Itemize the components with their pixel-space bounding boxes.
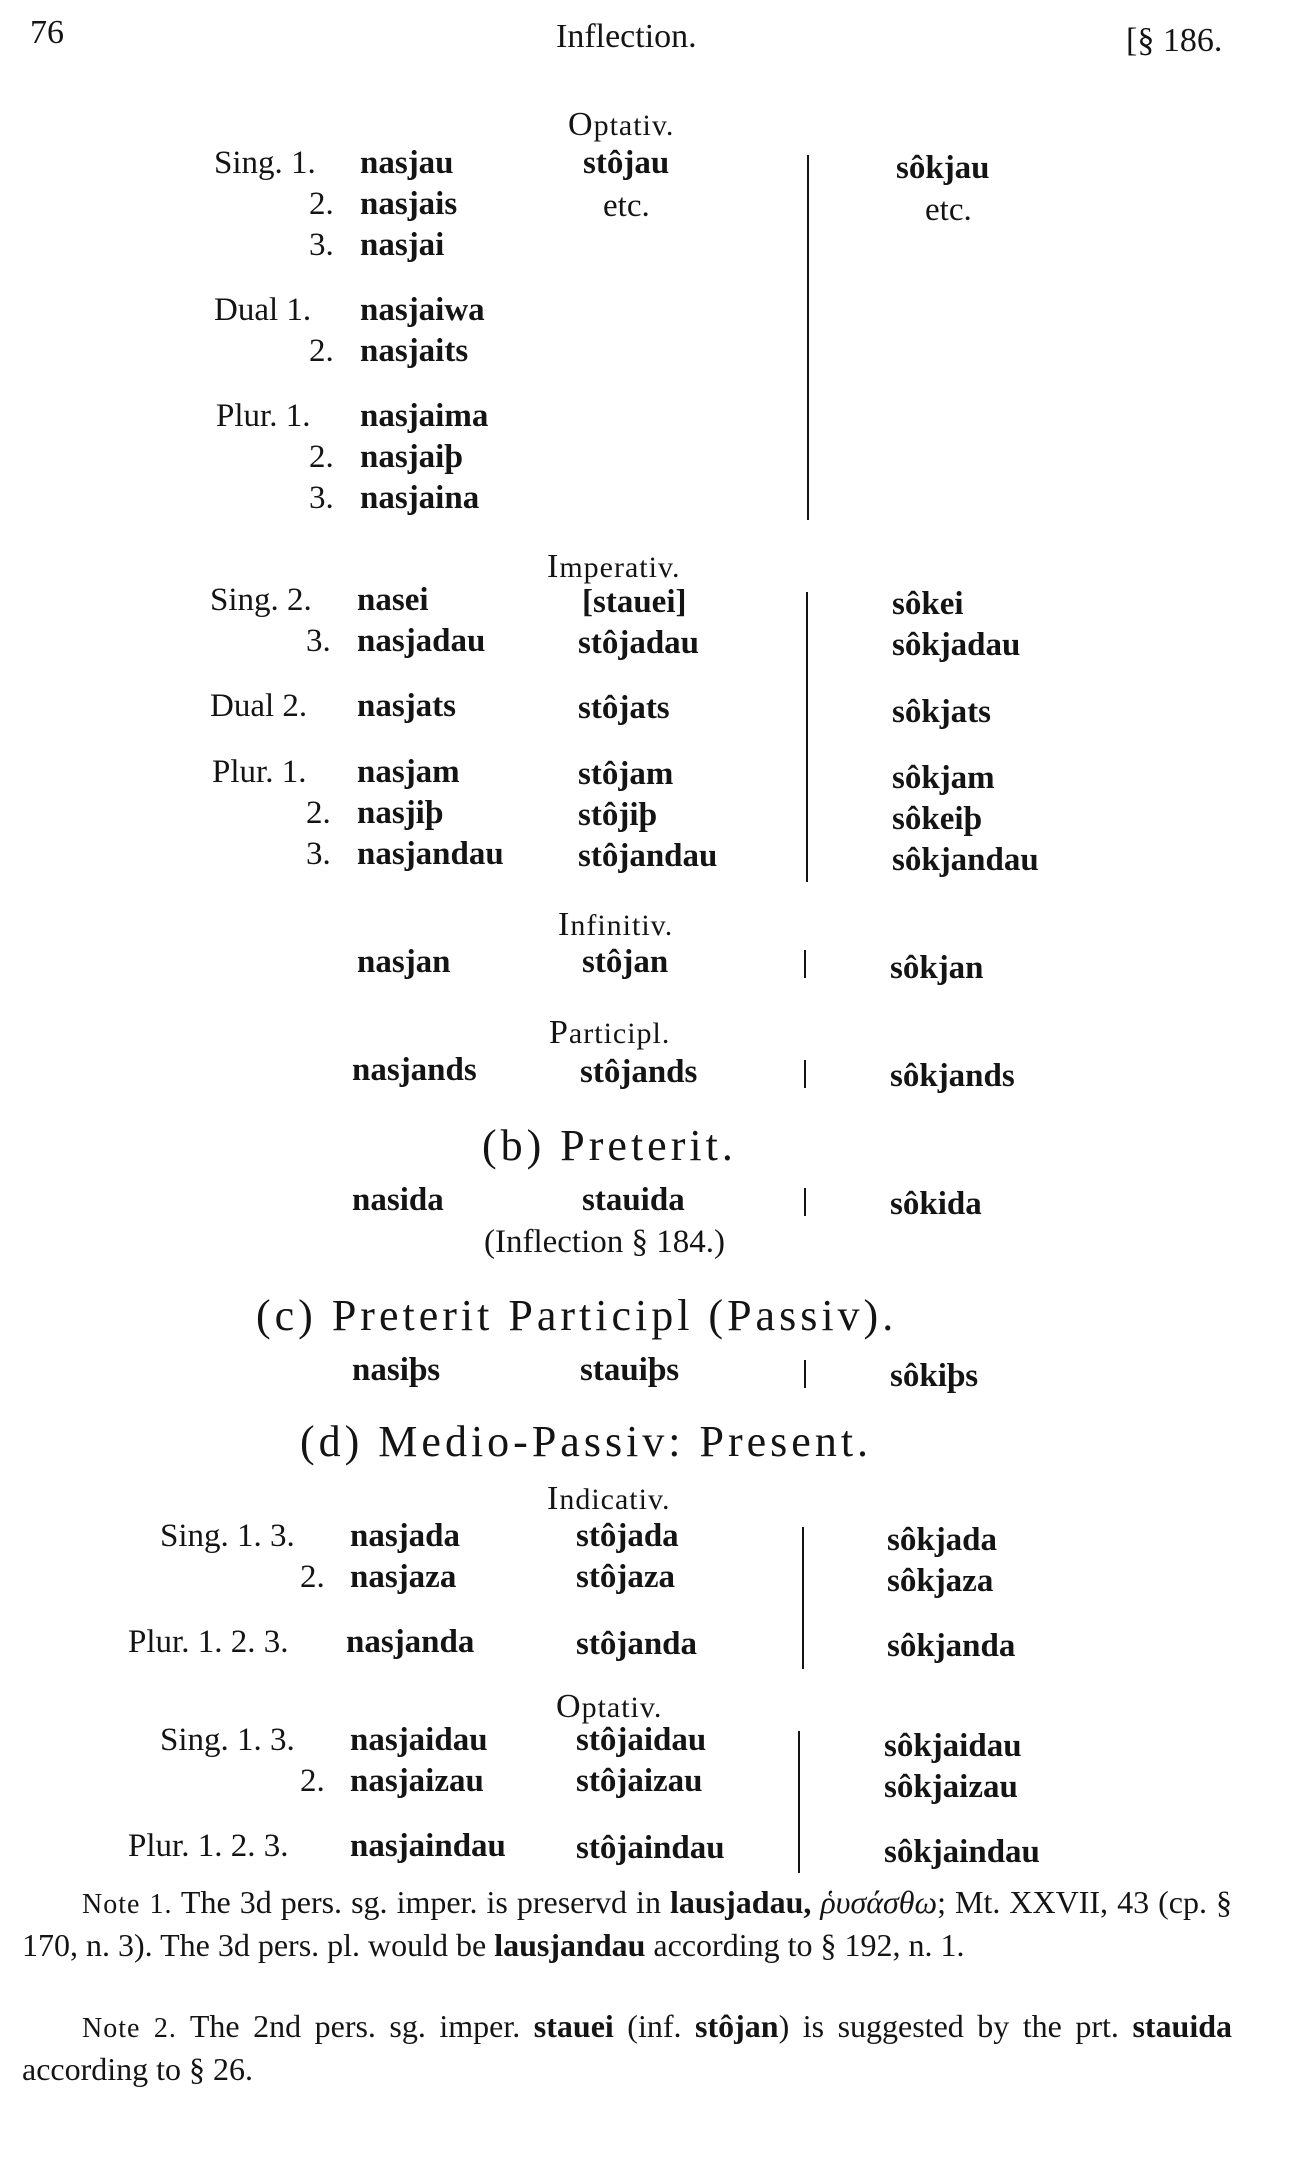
column-divider (802, 1527, 804, 1669)
form-sokjada: sôkjada (887, 1522, 998, 1558)
column-divider (798, 1731, 800, 1873)
form-nasjaith: nasjaiþ (360, 439, 463, 475)
form-stojadau: stôjadau (578, 625, 700, 661)
form-nasjaits: nasjaits (360, 333, 469, 369)
form-sokjaizau: sôkjaizau (884, 1769, 1018, 1805)
form-stojats: stôjats (578, 690, 670, 726)
row-label: Plur. 1. (212, 754, 307, 790)
row-label: 2. (300, 1763, 325, 1799)
form-sokjaidau: sôkjaidau (884, 1728, 1022, 1764)
form-stojau: stôjau (583, 145, 670, 181)
etc-text: etc. (603, 188, 650, 224)
row-label: Sing. 1. (214, 145, 316, 181)
form-nasjats: nasjats (357, 688, 457, 724)
form-sokjanda: sôkjanda (887, 1628, 1016, 1664)
optativ-heading: Optativ. (568, 106, 675, 143)
form-stauei: [stauei] (582, 584, 687, 620)
column-divider (804, 1360, 806, 1388)
infinitiv-heading: Infinitiv. (558, 906, 674, 943)
note-label: Note 1. (82, 1889, 173, 1920)
row-label: 2. (300, 1559, 325, 1595)
form-stojands: stôjands (580, 1054, 698, 1090)
form-nasjau: nasjau (360, 145, 454, 181)
form-nasjaza: nasjaza (350, 1559, 457, 1595)
form-nasjith: nasjiþ (357, 795, 444, 831)
column-divider (804, 1188, 806, 1216)
form-sokiths: sôkiþs (890, 1358, 979, 1394)
form-stojam: stôjam (578, 756, 674, 792)
form-nasjaiwa: nasjaiwa (360, 292, 485, 328)
medio-passiv-heading: (d) Medio-Passiv: Present. (300, 1417, 873, 1466)
form-nasjaizau: nasjaizau (350, 1763, 484, 1799)
form-sokjands: sôkjands (890, 1058, 1015, 1094)
column-divider (806, 592, 808, 882)
form-sokjats: sôkjats (892, 694, 992, 730)
preterit-participl-heading: (c) Preterit Participl (Passiv). (256, 1291, 898, 1340)
inflection-reference: (Inflection § 184.) (484, 1224, 726, 1260)
column-divider (804, 950, 806, 978)
form-sokjadau: sôkjadau (892, 627, 1021, 663)
row-label: 3. (306, 623, 331, 659)
row-label: 2. (309, 186, 334, 222)
row-label: 2. (306, 795, 331, 831)
form-nasjai: nasjai (360, 227, 445, 263)
form-nasida: nasida (352, 1182, 444, 1218)
form-nasjais: nasjais (360, 186, 458, 222)
form-stojada: stôjada (576, 1518, 679, 1554)
form-nasjandau: nasjandau (357, 836, 504, 872)
form-stojith: stôjiþ (578, 797, 657, 833)
form-nasjada: nasjada (350, 1518, 461, 1554)
form-sokjau: sôkjau (896, 150, 990, 186)
greek-gloss: ῥυσάσθω (820, 1884, 938, 1920)
row-label: Dual 1. (214, 292, 312, 328)
row-label: Plur. 1. 2. 3. (128, 1828, 289, 1864)
row-label: 3. (309, 227, 334, 263)
form-nasjaima: nasjaima (360, 398, 489, 434)
row-label: 3. (306, 836, 331, 872)
form-sokjandau: sôkjandau (892, 842, 1039, 878)
form-stauiths: stauiþs (580, 1352, 680, 1388)
form-sokjan: sôkjan (890, 950, 984, 986)
form-sokjaindau: sôkjaindau (884, 1834, 1040, 1870)
imperativ-heading: Imperativ. (547, 548, 681, 585)
column-divider (804, 1060, 806, 1088)
running-title: Inflection. (556, 18, 697, 55)
form-sokida: sôkida (890, 1186, 982, 1222)
form-stojandau: stôjandau (578, 838, 718, 874)
form-nasjan: nasjan (357, 944, 451, 980)
note-label: Note 2. (82, 2013, 177, 2044)
row-label: Plur. 1. 2. 3. (128, 1624, 289, 1660)
indicativ-heading: Indicativ. (547, 1480, 671, 1517)
form-nasjaindau: nasjaindau (350, 1828, 506, 1864)
form-sokjam: sôkjam (892, 760, 995, 796)
row-label: 2. (309, 439, 334, 475)
etc-text: etc. (925, 192, 972, 228)
form-stojaza: stôjaza (576, 1559, 675, 1595)
form-stojan: stôjan (582, 944, 669, 980)
medio-optativ-heading: Optativ. (556, 1688, 663, 1725)
form-sokjaza: sôkjaza (887, 1563, 994, 1599)
page-number: 76 (30, 14, 64, 51)
form-nasjands: nasjands (352, 1052, 477, 1088)
form-stojaidau: stôjaidau (576, 1722, 707, 1758)
row-label: Dual 2. (210, 688, 308, 724)
section-marker: [§ 186. (1126, 22, 1223, 59)
form-nasiths: nasiþs (352, 1352, 441, 1388)
form-nasjam: nasjam (357, 754, 460, 790)
preterit-heading: (b) Preterit. (482, 1121, 737, 1170)
form-stauida: stauida (582, 1182, 685, 1218)
form-nasjaidau: nasjaidau (350, 1722, 488, 1758)
form-nasei: nasei (357, 582, 429, 618)
form-nasjanda: nasjanda (346, 1624, 475, 1660)
participl-heading: Participl. (549, 1014, 671, 1051)
row-label: 3. (309, 480, 334, 516)
note-1: Note 1. The 3d pers. sg. imper. is preservd in lausjadau, ῥυσάσθω; Mt. XXVII, 43 (cp. § 170, n. 3). The 3d pers. pl. would be lausjandau according to § 192, n. 1. (22, 1884, 1232, 1963)
row-label: Sing. 1. 3. (160, 1518, 295, 1554)
form-stojaizau: stôjaizau (576, 1763, 703, 1799)
form-sokeith: sôkeiþ (892, 801, 982, 837)
form-stojanda: stôjanda (576, 1626, 698, 1662)
form-nasjaina: nasjaina (360, 480, 480, 516)
form-stojaindau: stôjaindau (576, 1830, 725, 1866)
row-label: Plur. 1. (216, 398, 311, 434)
form-nasjadau: nasjadau (357, 623, 486, 659)
note-2: Note 2. The 2nd pers. sg. imper. stauei (inf. stôjan) is suggested by the prt. stauida according to § 26. (22, 2008, 1233, 2087)
row-label: Sing. 2. (210, 582, 312, 618)
row-label: Sing. 1. 3. (160, 1722, 295, 1758)
form-sokei: sôkei (892, 586, 964, 622)
column-divider (807, 155, 809, 520)
row-label: 2. (309, 333, 334, 369)
